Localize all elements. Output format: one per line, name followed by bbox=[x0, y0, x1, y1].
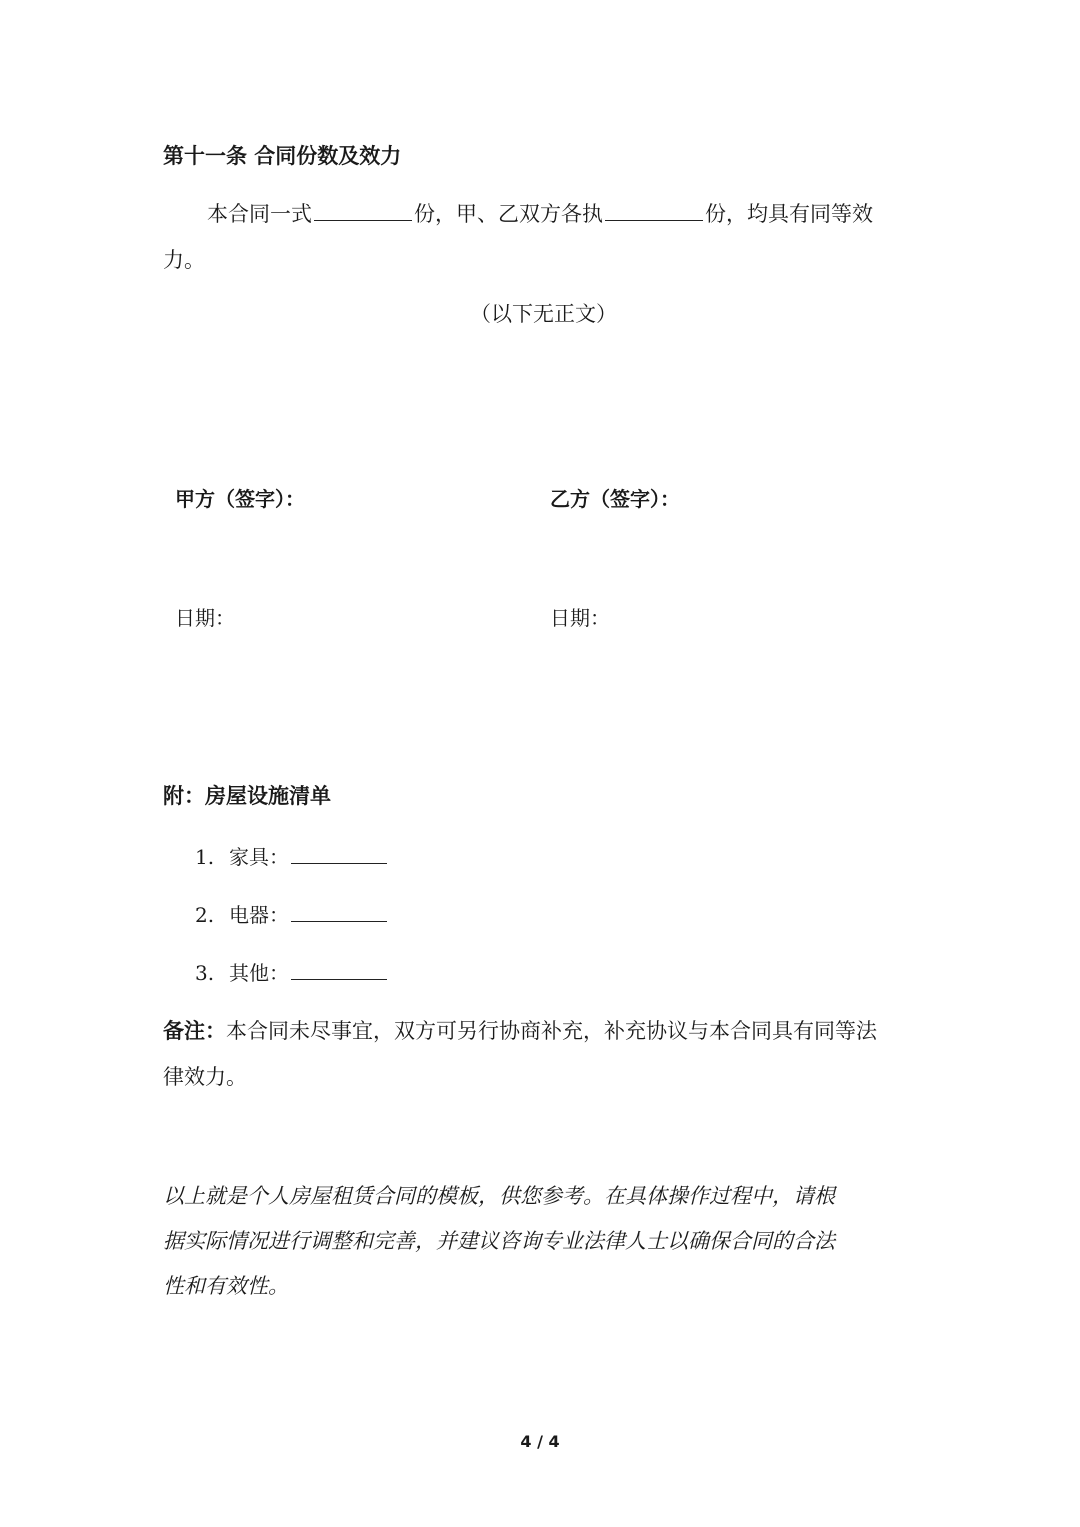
list-item bbox=[195, 957, 389, 986]
remark-line1 bbox=[163, 1015, 877, 1045]
closing-line3: 性和有效性。 bbox=[163, 1274, 289, 1298]
party-a-signature-label: 甲方（签字）： bbox=[175, 487, 305, 511]
copies-text-part3: 份，均具有同等效 bbox=[705, 202, 873, 226]
party-b-date-label: 日期： bbox=[550, 606, 610, 630]
list-item-label: 其他： bbox=[229, 961, 289, 985]
list-item-number: 2. bbox=[195, 903, 215, 927]
each-party-copies-blank[interactable] bbox=[605, 202, 703, 221]
other-blank[interactable] bbox=[291, 961, 387, 980]
copies-paragraph-line1 bbox=[207, 191, 873, 237]
article-heading: 第十一条 合同份数及效力 bbox=[163, 144, 402, 168]
list-item-label: 家具： bbox=[229, 845, 289, 869]
page-number: 4 / 4 bbox=[520, 1432, 560, 1451]
copies-text-part2: 份，甲、乙双方各执 bbox=[414, 202, 603, 226]
remark-line2: 律效力。 bbox=[163, 1065, 247, 1089]
list-item-number: 1. bbox=[195, 845, 215, 869]
appendix-title: 附：房屋设施清单 bbox=[163, 784, 331, 808]
copies-text-part1: 本合同一式 bbox=[207, 202, 312, 226]
total-copies-blank[interactable] bbox=[314, 202, 412, 221]
appliances-blank[interactable] bbox=[291, 903, 387, 922]
furniture-blank[interactable] bbox=[291, 845, 387, 864]
remark-text: 本合同未尽事宜，双方可另行协商补充，补充协议与本合同具有同等法 bbox=[226, 1019, 877, 1043]
list-item bbox=[195, 841, 389, 870]
closing-line2: 据实际情况进行调整和完善，并建议咨询专业法律人士以确保合同的合法 bbox=[163, 1229, 835, 1253]
list-item-number: 3. bbox=[195, 961, 215, 985]
copies-paragraph-line2: 力。 bbox=[163, 248, 205, 272]
closing-line1: 以上就是个人房屋租赁合同的模板，供您参考。在具体操作过程中，请根 bbox=[163, 1184, 835, 1208]
remark-label: 备注： bbox=[163, 1019, 226, 1043]
list-item bbox=[195, 899, 389, 928]
list-item-label: 电器： bbox=[229, 903, 289, 927]
party-b-signature-label: 乙方（签字）： bbox=[550, 487, 680, 511]
party-a-date-label: 日期： bbox=[175, 606, 235, 630]
no-more-text-note: （以下无正文） bbox=[470, 302, 617, 326]
